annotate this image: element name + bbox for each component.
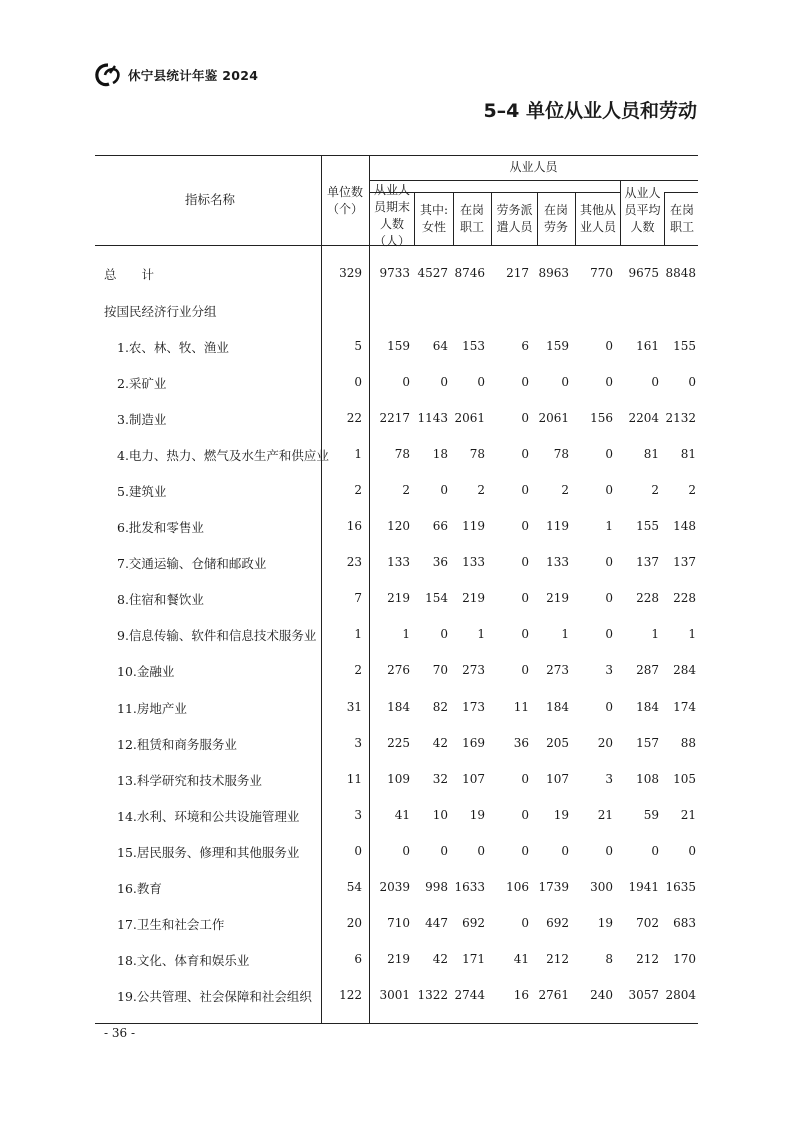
table-row-cell: 0 <box>440 627 448 642</box>
table-row-cell: 1 <box>688 627 696 642</box>
table-row-cell: 273 <box>462 663 485 678</box>
table-row-cell: 19 <box>553 807 569 822</box>
table-row-cell: 2761 <box>538 987 569 1002</box>
table-row-cell: 2061 <box>454 411 485 426</box>
table-row-label: 10.金融业 <box>117 664 175 680</box>
table-row-cell: 0 <box>521 555 529 570</box>
header-col-4: 劳务派遣人员 <box>496 203 533 234</box>
table-row-cell: 82 <box>432 699 448 714</box>
table-row-cell: 0 <box>402 843 410 858</box>
table-row-cell: 66 <box>432 519 448 534</box>
total-row-cell: 217 <box>506 266 529 280</box>
table-row-cell: 219 <box>387 591 410 606</box>
table-row-cell: 0 <box>521 411 529 426</box>
page-title: 5–4 单位从业人员和劳动 <box>483 100 697 122</box>
table-row-label: 17.卫生和社会工作 <box>117 916 225 932</box>
table-row-cell: 2804 <box>665 987 696 1002</box>
table-row-cell: 710 <box>387 915 410 930</box>
table-row-cell: 105 <box>673 771 696 786</box>
table-row-cell: 273 <box>546 663 569 678</box>
table-row-cell: 0 <box>521 447 529 462</box>
col-divider <box>620 180 621 245</box>
table-row-cell: 240 <box>590 987 613 1002</box>
header-col-5: 在岗劳务 <box>543 203 568 234</box>
table-row-cell: 108 <box>636 771 659 786</box>
table-row-cell: 2744 <box>454 987 485 1002</box>
table-row-cell: 154 <box>425 591 448 606</box>
table-row-cell: 16 <box>346 519 362 534</box>
table-row-cell: 156 <box>590 411 613 426</box>
table-row-cell: 0 <box>561 375 569 390</box>
yearbook-title: 休宁县统计年鉴 2024 <box>128 68 259 83</box>
section-heading-label: 按国民经济行业分组 <box>104 304 217 319</box>
table-row-cell: 0 <box>605 483 613 498</box>
total-row-cell: 9675 <box>628 266 659 280</box>
table-row-cell: 219 <box>387 951 410 966</box>
table-row-cell: 0 <box>477 843 485 858</box>
table-row-cell: 21 <box>597 807 613 822</box>
table-row-cell: 133 <box>462 555 485 570</box>
table-row-cell: 41 <box>394 807 410 822</box>
table-row-cell: 1 <box>477 627 485 642</box>
table-row-cell: 36 <box>513 735 529 750</box>
table-top-rule <box>95 155 698 156</box>
table-row-cell: 0 <box>440 843 448 858</box>
total-row-cell: 329 <box>339 266 362 280</box>
table-row-label: 19.公共管理、社会保障和社会组织 <box>117 988 312 1004</box>
table-row-cell: 1941 <box>628 879 659 894</box>
table-row-cell: 0 <box>440 483 448 498</box>
table-row-cell: 0 <box>605 627 613 642</box>
table-row-cell: 2204 <box>628 411 659 426</box>
table-row-cell: 159 <box>546 339 569 353</box>
col-divider <box>575 192 576 245</box>
table-row-cell: 3 <box>354 807 362 822</box>
table-row-cell: 184 <box>546 699 569 714</box>
table-row-cell: 2 <box>561 483 569 498</box>
table-row-cell: 0 <box>688 843 696 858</box>
table-row-cell: 78 <box>469 447 485 462</box>
table-row-cell: 205 <box>546 735 569 750</box>
table-row-cell: 5 <box>354 339 362 353</box>
total-row-cell: 770 <box>590 266 613 280</box>
table-row-cell: 155 <box>636 519 659 534</box>
table-row-cell: 2 <box>354 483 362 498</box>
table-row-cell: 2 <box>688 483 696 498</box>
table-row-cell: 19 <box>469 807 485 822</box>
table-row-cell: 88 <box>680 735 696 750</box>
table-row-cell: 0 <box>521 771 529 786</box>
table-row-cell: 2 <box>651 483 659 498</box>
table-row-cell: 284 <box>673 663 696 678</box>
table-row-cell: 106 <box>506 879 529 894</box>
table-row-cell: 7 <box>354 591 362 606</box>
table-row-label: 18.文化、体育和娱乐业 <box>117 952 250 968</box>
table-row-cell: 0 <box>521 627 529 642</box>
col-divider <box>664 192 665 245</box>
table-row-cell: 41 <box>513 951 529 966</box>
table-row-cell: 998 <box>425 879 448 894</box>
table-row-cell: 184 <box>636 699 659 714</box>
table-row-cell: 0 <box>440 375 448 390</box>
header-unit-count: 单位数（个） <box>326 185 363 216</box>
table-row-cell: 159 <box>387 339 410 353</box>
sub-header-rule <box>664 192 698 193</box>
table-row-cell: 0 <box>605 591 613 606</box>
table-row-cell: 8 <box>605 951 613 966</box>
table-row-cell: 1739 <box>538 879 569 894</box>
table-row-cell: 0 <box>354 843 362 858</box>
table-row-cell: 184 <box>387 699 410 714</box>
total-row-cell: 8963 <box>538 266 569 280</box>
page-number: - 36 - <box>104 1026 136 1040</box>
table-row-label: 5.建筑业 <box>117 484 167 500</box>
table-row-cell: 0 <box>561 843 569 858</box>
table-row-cell: 20 <box>346 915 362 930</box>
table-row-cell: 10 <box>432 807 448 822</box>
table-row-cell: 148 <box>673 519 696 534</box>
table-row-cell: 81 <box>680 447 696 462</box>
table-row-cell: 32 <box>432 771 448 786</box>
table-row-cell: 173 <box>462 699 485 714</box>
table-bottom-rule <box>95 1023 698 1024</box>
table-row-label: 1.农、林、牧、渔业 <box>117 340 229 355</box>
table-row-cell: 2132 <box>665 411 696 426</box>
table-row-cell: 42 <box>432 951 448 966</box>
table-row-cell: 81 <box>643 447 659 462</box>
table-row-cell: 42 <box>432 735 448 750</box>
table-row-cell: 153 <box>462 339 485 353</box>
table-row-cell: 0 <box>651 375 659 390</box>
table-row-cell: 0 <box>477 375 485 390</box>
table-row-label: 7.交通运输、仓储和邮政业 <box>117 556 267 572</box>
header-col-7: 从业人员平均人数 <box>624 186 661 234</box>
table-row-cell: 6 <box>521 339 529 353</box>
header-col-6: 其他从业人员 <box>579 203 616 234</box>
table-row-cell: 692 <box>462 915 485 930</box>
table-row-cell: 137 <box>673 555 696 570</box>
table-row-cell: 2039 <box>379 879 410 894</box>
table-row-cell: 1 <box>354 447 362 462</box>
table-row-cell: 36 <box>432 555 448 570</box>
total-row-cell: 8848 <box>665 266 696 280</box>
table-row-label: 16.教育 <box>117 880 162 896</box>
table-row-cell: 1 <box>605 519 613 534</box>
table-row-cell: 3 <box>354 735 362 750</box>
table-row-cell: 1 <box>561 627 569 642</box>
table-row-cell: 447 <box>425 915 448 930</box>
table-row-label: 6.批发和零售业 <box>117 520 204 536</box>
total-row-cell: 4527 <box>417 266 448 280</box>
table-row-cell: 2 <box>402 483 410 498</box>
table-row-cell: 212 <box>636 951 659 966</box>
header-indicator: 指标名称 <box>184 192 235 207</box>
table-row-cell: 20 <box>597 735 613 750</box>
table-row-label: 15.居民服务、修理和其他服务业 <box>117 844 300 860</box>
table-row-cell: 78 <box>394 447 410 462</box>
table-row-cell: 3 <box>605 771 613 786</box>
table-row-cell: 228 <box>636 591 659 606</box>
table-row-cell: 171 <box>462 951 485 966</box>
table-row-cell: 133 <box>387 555 410 570</box>
table-row-cell: 109 <box>387 771 410 786</box>
table-row-cell: 219 <box>546 591 569 606</box>
yearbook-header <box>94 62 258 88</box>
table-row-cell: 119 <box>462 519 485 534</box>
col-divider <box>414 192 415 245</box>
col-divider <box>491 192 492 245</box>
table-row-cell: 21 <box>680 807 696 822</box>
table-row-label: 9.信息传输、软件和信息技术服务业 <box>117 628 317 644</box>
table-row-cell: 11 <box>346 771 362 786</box>
table-row-cell: 1633 <box>454 879 485 894</box>
table-row-cell: 0 <box>605 699 613 714</box>
table-row-cell: 0 <box>402 375 410 390</box>
yearbook-logo-icon <box>94 62 122 88</box>
table-row-cell: 225 <box>387 735 410 750</box>
col-divider <box>453 192 454 245</box>
table-row-cell: 59 <box>643 807 659 822</box>
table-row-cell: 0 <box>521 483 529 498</box>
table-row-cell: 2 <box>477 483 485 498</box>
table-row-cell: 0 <box>605 555 613 570</box>
table-row-cell: 0 <box>651 843 659 858</box>
col-divider <box>537 192 538 245</box>
table-row-cell: 78 <box>553 447 569 462</box>
table-row-cell: 702 <box>636 915 659 930</box>
table-row-cell: 155 <box>673 339 696 353</box>
table-row-cell: 0 <box>521 591 529 606</box>
table-row-label: 4.电力、热力、燃气及水生产和供应业 <box>117 448 329 464</box>
table-row-label: 12.租赁和商务服务业 <box>117 736 237 752</box>
header-group-employed: 从业人员 <box>509 160 558 174</box>
group-header-rule <box>369 180 698 181</box>
table-row-cell: 2217 <box>379 411 410 426</box>
table-row-cell: 161 <box>636 339 659 353</box>
table-row-label: 13.科学研究和技术服务业 <box>117 772 262 788</box>
table-row-cell: 64 <box>432 339 448 353</box>
table-row-cell: 120 <box>387 519 410 534</box>
table-row-cell: 287 <box>636 663 659 678</box>
table-row-label: 14.水利、环境和公共设施管理业 <box>117 808 300 824</box>
table-row-cell: 1 <box>651 627 659 642</box>
table-row-cell: 31 <box>346 699 362 714</box>
table-row-cell: 174 <box>673 699 696 714</box>
table-row-cell: 0 <box>521 663 529 678</box>
table-row-cell: 18 <box>432 447 448 462</box>
total-row-cell: 8746 <box>454 266 485 280</box>
table-row-label: 3.制造业 <box>117 412 167 428</box>
table-row-cell: 0 <box>521 375 529 390</box>
table-row-cell: 0 <box>605 447 613 462</box>
table-row-cell: 683 <box>673 915 696 930</box>
table-row-cell: 22 <box>346 411 362 426</box>
table-row-label: 8.住宿和餐饮业 <box>117 592 204 608</box>
table-row-cell: 3001 <box>379 987 410 1002</box>
table-row-cell: 169 <box>462 735 485 750</box>
table-row-cell: 228 <box>673 591 696 606</box>
table-row-cell: 2 <box>354 663 362 678</box>
total-row-label: 总 计 <box>104 267 155 282</box>
table-row-cell: 107 <box>546 771 569 786</box>
table-row-cell: 212 <box>546 951 569 966</box>
table-row-cell: 300 <box>590 879 613 894</box>
table-row-cell: 11 <box>513 699 529 714</box>
table-row-cell: 0 <box>605 843 613 858</box>
table-row-cell: 0 <box>688 375 696 390</box>
table-row-cell: 1635 <box>665 879 696 894</box>
table-row-cell: 2061 <box>538 411 569 426</box>
table-row-cell: 133 <box>546 555 569 570</box>
table-row-cell: 0 <box>354 375 362 390</box>
table-row-cell: 122 <box>339 987 362 1002</box>
table-row-cell: 0 <box>521 843 529 858</box>
table-row-cell: 1322 <box>417 987 448 1002</box>
table-row-cell: 19 <box>597 915 613 930</box>
table-row-cell: 70 <box>432 663 448 678</box>
table-row-cell: 23 <box>346 555 362 570</box>
table-row-cell: 0 <box>521 807 529 822</box>
header-col-3: 在岗职工 <box>459 203 484 234</box>
header-col-1: 从业人员期末人数（人） <box>373 183 410 248</box>
table-row-cell: 3 <box>605 663 613 678</box>
total-row-cell: 9733 <box>379 266 410 280</box>
table-row-label: 11.房地产业 <box>117 700 187 716</box>
table-row-cell: 1143 <box>417 411 448 426</box>
table-row-cell: 107 <box>462 771 485 786</box>
table-row-cell: 0 <box>605 375 613 390</box>
table-row-cell: 157 <box>636 735 659 750</box>
table-row-cell: 0 <box>521 519 529 534</box>
table-row-label: 2.采矿业 <box>117 376 167 392</box>
table-row-cell: 3057 <box>628 987 659 1002</box>
header-col-8: 在岗职工 <box>669 203 694 234</box>
table-row-cell: 137 <box>636 555 659 570</box>
table-row-cell: 692 <box>546 915 569 930</box>
table-row-cell: 54 <box>346 879 362 894</box>
header-col-2: 其中:女性 <box>419 203 449 234</box>
table-row-cell: 16 <box>513 987 529 1002</box>
table-row-cell: 276 <box>387 663 410 678</box>
table-row-cell: 0 <box>521 915 529 930</box>
table-row-cell: 170 <box>673 951 696 966</box>
table-row-cell: 6 <box>354 951 362 966</box>
table-row-cell: 119 <box>546 519 569 534</box>
table-row-cell: 0 <box>605 339 613 353</box>
sub-header-rule <box>414 192 620 193</box>
table-row-cell: 1 <box>402 627 410 642</box>
table-row-cell: 219 <box>462 591 485 606</box>
table-row-cell: 1 <box>354 627 362 642</box>
